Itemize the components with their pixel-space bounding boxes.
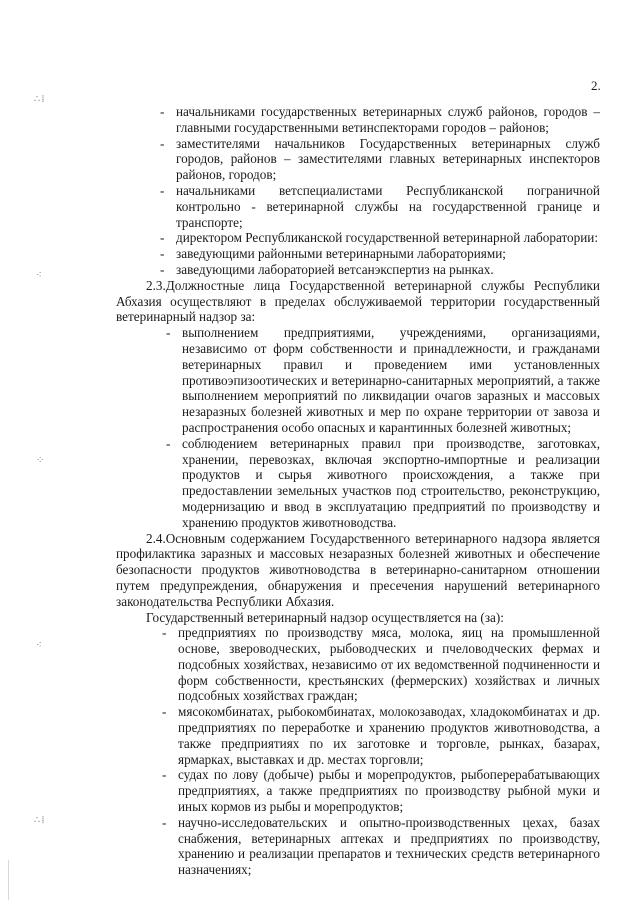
list-item: - научно-исследовательских и опытно-производственных цехах, базах снабжения, ветеринарных аптеках и предприятиях по производству, хранению и реализации препаратов и технических средств ветеринарного назначениях; (162, 814, 600, 878)
page-number: 2. (591, 78, 601, 93)
punch-hole-mark: ⁘ (36, 455, 46, 466)
list-item: - соблюдением ветеринарных правил при производстве, заготовках, хранении, перевозках, включая экспортно-импортные и реализации продуктов и сырья животного происхождения, а также при предоставлении земельных участков под строительство, реконструкцию, модернизацию и ввод в эксплуатацию предприятий по производству и хранению продуктов животноводства. (166, 435, 600, 530)
list-item: - судах по лову (добыче) рыбы и морепродуктов, рыбоперерабатывающих предприятиях, а также предприятиях по производству рыбной муки и иных кормов из рыбы и морепродуктов; (162, 767, 600, 815)
punch-hole-mark: ⁖ (36, 640, 43, 651)
list-item: - предприятиях по производству мяса, молока, яиц на промышленной основе, звероводческих, рыбоводческих и пчеловодческих фермах и подсобных хозяйствах, независимо от их ведомственной подчиненности и форм собственности, крестьянских (фермерских) хозяйствах и личных подсобных хозяйствах граждан; (162, 625, 600, 704)
list-item: - начальниками ветспециалистами Республиканской пограничной контрольно - ветеринарной службы на государственной границе и транспорте; (160, 182, 600, 230)
punch-hole-mark: ∴⁞ (34, 94, 46, 105)
list-item: - выполнением предприятиями, учреждениями, организациями, независимо от форм собственности и принадлежности, и гражданами ветеринарных правил и проведением ими установленных противоэпизоотических и ветеринарно-санитарных мероприятий, а также выполнением мероприятий по ликвидации очагов заразных и массовых незаразных болезней животных и мер по охране территории от завоза и распространения особо опасных и карантинных болезней животных; (166, 325, 600, 435)
list-item: - заместителями начальников Государственных ветеринарных служб городов, районов – заместителями главных ветеринарных инспекторов районов, городов; (160, 135, 600, 183)
list-item: - заведующими районными ветеринарными лабораториями; (160, 246, 506, 262)
list-item: - мясокомбинатах, рыбокомбинатах, молокозаводах, хладокомбинатах и др. предприятиях по переработке и хранению продуктов животноводства, а также предприятиях по их заготовке и торговле, рынках, базарах, ярмарках, выставках и др. местах торговли; (162, 704, 600, 767)
list-item: - начальниками государственных ветеринарных служб районов, городов – главными государственными ветинспекторами городов – районов; (160, 104, 600, 135)
list-item: - директором Республиканской государственной ветеринарной лаборатории: (160, 230, 599, 246)
document-body (116, 104, 600, 878)
list-item: - заведующими лабораторией ветсанэкспертиз на рынках. (160, 261, 494, 277)
punch-hole-mark: ∴⁞ (34, 815, 46, 826)
paragraph-2-3: 2.3.Должностные лица Государственной ветеринарной службы Республики Абхазия осуществляют в пределах обслуживаемой территории государственный ветеринарный надзор за: (116, 277, 600, 325)
punch-hole-mark: ⁖ (36, 270, 43, 281)
scan-edge (8, 860, 9, 900)
paragraph-supervision-intro: Государственный ветеринарный надзор осуществляется на (за): (146, 609, 504, 625)
paragraph-2-4: 2.4.Основным содержанием Государственного ветеринарного надзора является профилактика заразных и массовых незаразных болезней животных и обеспечение безопасности продуктов животноводства в ветеринарно-санитарном отношении путем предупреждения, обнаружения и пресечения нарушений ветеринарного законодательства Республики Абхазия. (116, 530, 600, 609)
